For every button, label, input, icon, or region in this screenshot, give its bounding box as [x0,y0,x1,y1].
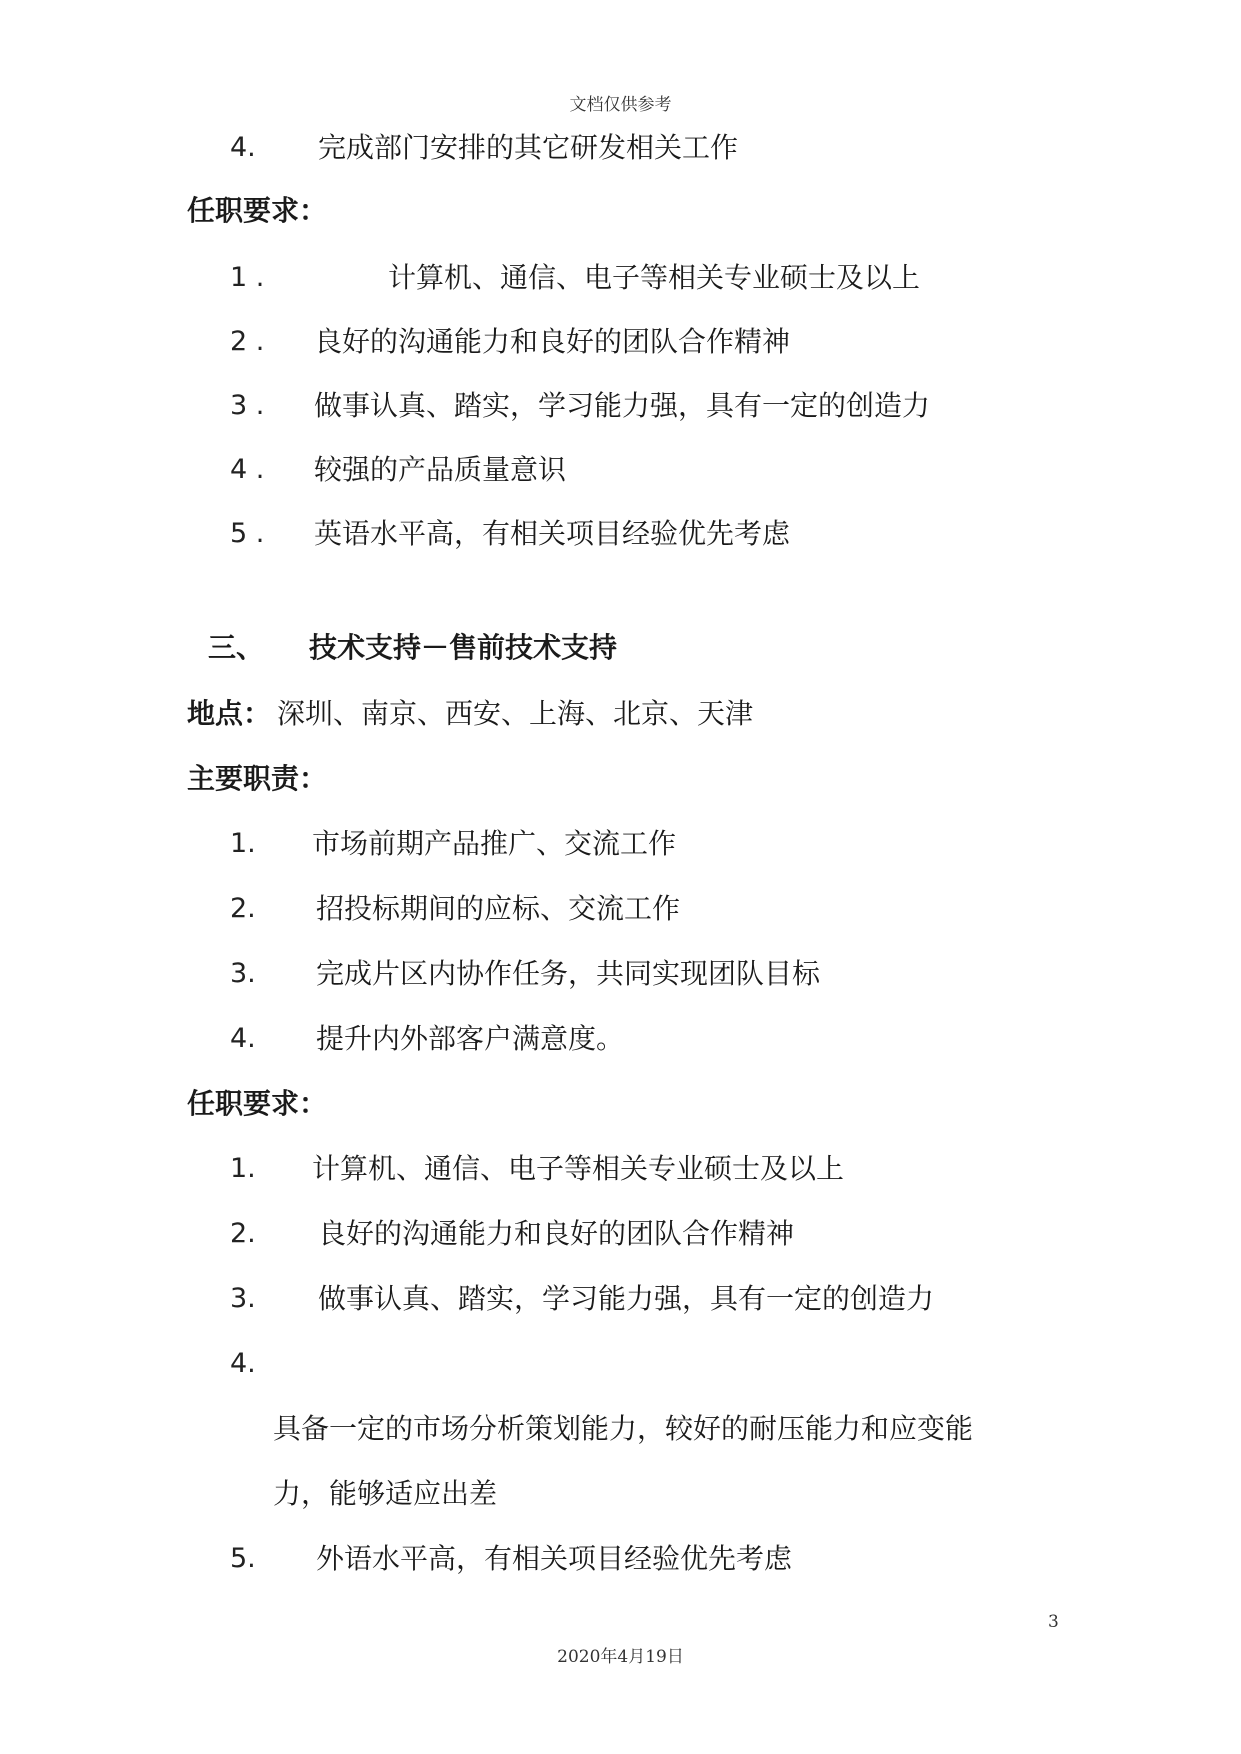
list-number: 3. [230,958,256,989]
list-number: 1. [230,1153,256,1184]
list-number: 3 . [230,390,265,421]
list-number: 3. [230,1283,256,1314]
list-text: 外语水平高，有相关项目经验优先考虑 [316,1542,793,1575]
list-text: 市场前期产品推广、交流工作 [312,827,677,860]
section-number: 三、 [208,631,265,664]
list-text: 提升内外部客户满意度。 [316,1022,625,1055]
list-number: 2. [230,1218,256,1249]
list-text: 良好的沟通能力和良好的团队合作精神 [318,1217,795,1250]
heading-text: 任职要求： [187,194,328,227]
location-value: 深圳、南京、西安、上海、北京、天津 [277,697,754,730]
list-number: 4. [230,1348,256,1379]
list-text: 完成片区内协作任务，共同实现团队目标 [316,957,821,990]
list-text: 做事认真、踏实，学习能力强，具有一定的创造力 [314,389,931,422]
list-number: 5. [230,1543,256,1574]
list-text: 英语水平高，有相关项目经验优先考虑 [314,517,791,550]
list-text: 做事认真、踏实，学习能力强，具有一定的创造力 [318,1282,935,1315]
page-number: 3 [1048,1612,1059,1632]
footer-date: 2020年4月19日 [557,1647,684,1667]
list-number: 2 . [230,326,265,357]
heading-text: 任职要求： [187,1087,328,1120]
page-header: 文档仅供参考 [569,95,672,115]
list-text: 良好的沟通能力和良好的团队合作精神 [314,325,791,358]
list-number: 1 . [230,262,265,293]
list-number: 4. [230,132,256,163]
list-text: 较强的产品质量意识 [314,453,567,486]
list-number: 4. [230,1023,256,1054]
list-text: 计算机、通信、电子等相关专业硕士及以上 [312,1152,845,1185]
list-number: 2. [230,893,256,924]
list-text: 完成部门安排的其它研发相关工作 [318,131,739,164]
list-number: 1. [230,828,256,859]
list-number: 5 . [230,518,265,549]
list-text: 计算机、通信、电子等相关专业硕士及以上 [388,261,921,294]
list-text: 具备一定的市场分析策划能力，较好的耐压能力和应变能 [273,1412,974,1445]
section-title-text: 技术支持－售前技术支持 [309,631,618,664]
location-label: 地点： [187,697,272,730]
heading-text: 主要职责： [187,762,328,795]
list-number: 4 . [230,454,265,485]
list-text: 力，能够适应出差 [273,1477,498,1510]
list-text: 招投标期间的应标、交流工作 [316,892,681,925]
